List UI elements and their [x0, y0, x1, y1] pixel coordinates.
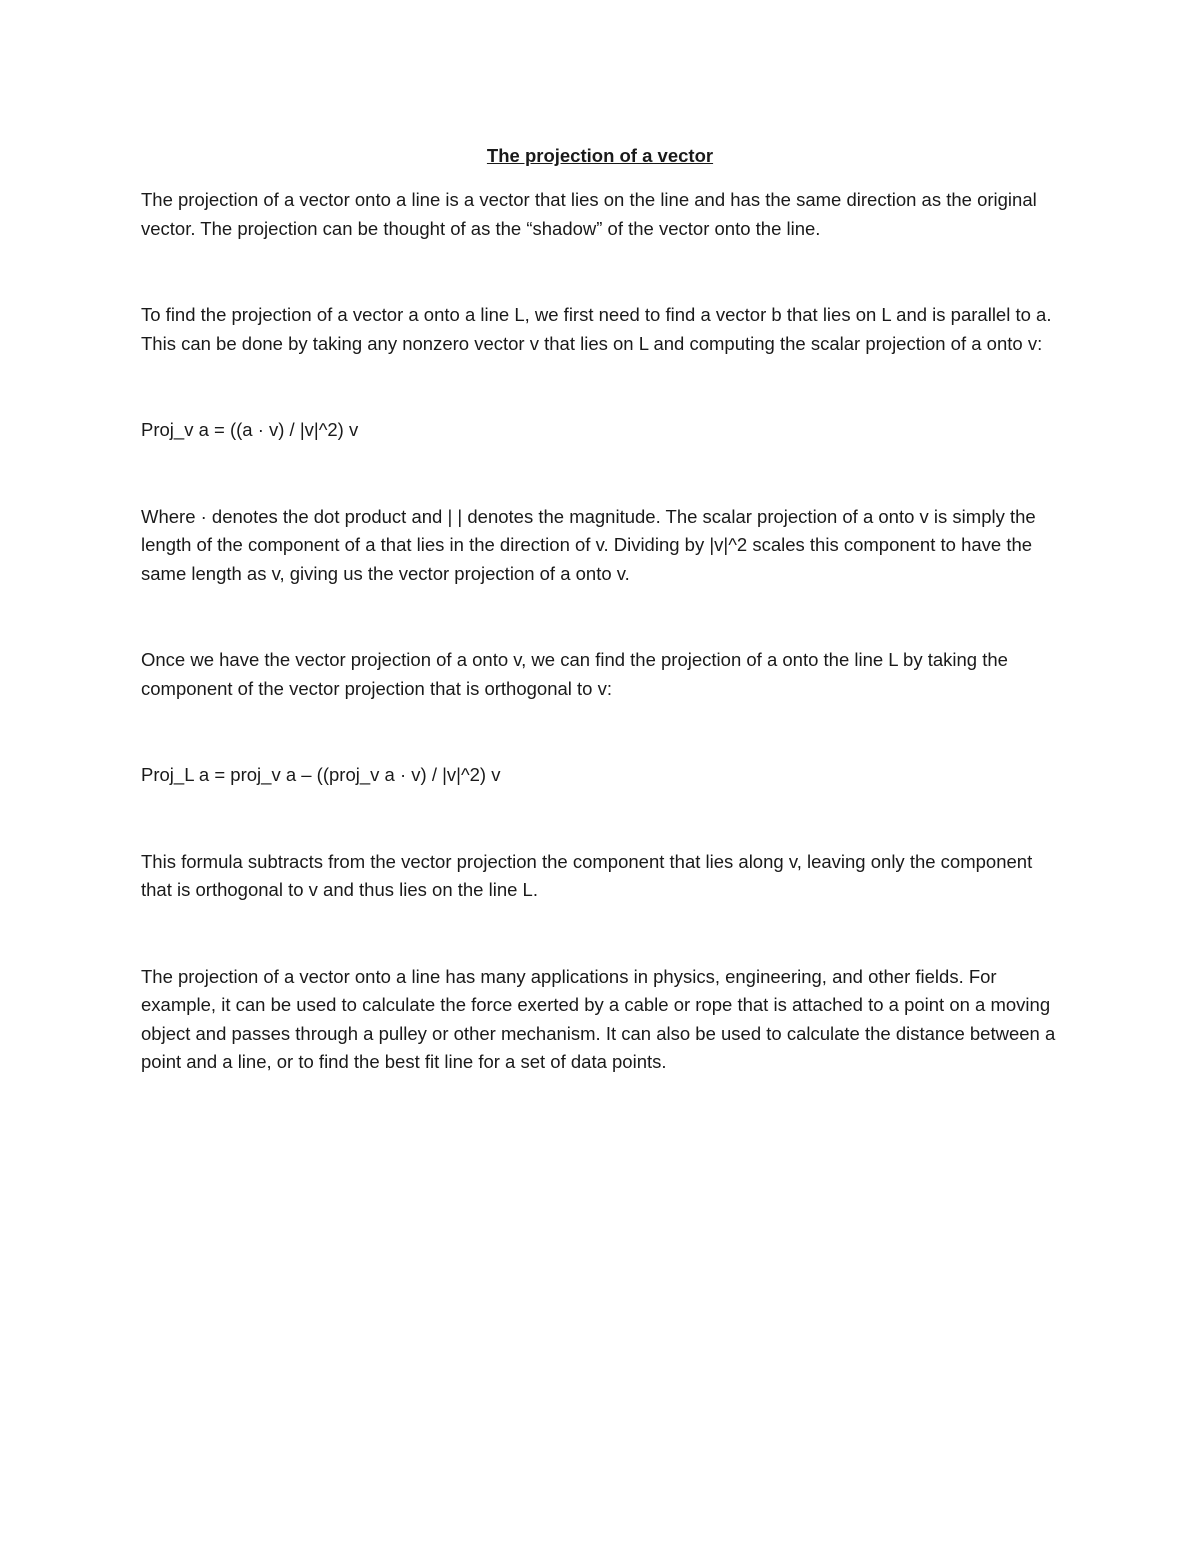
- paragraph-applications: The projection of a vector onto a line has many applications in physics, engineering, and other fields. For example, it can be used to calculate the force exerted by a cable or rope that is attached to a point on a moving object and passes through a pulley or other mechanism. It can also be used to calculate the distance between a point and a line, or to find the best fit line for a set of data points.: [141, 965, 1056, 1072]
- formula-line-projection: Proj_L a = proj_v a – ((proj_v a · v) / |v|^2) v: [141, 764, 501, 785]
- paragraph-explanation: Where · denotes the dot product and | | denotes the magnitude. The scalar projection of a onto v is simply the length of the component of a that lies in the direction of v. Dividing by |v|^2 scales this component to have the same length as v, giving us the vector projection of a onto v.: [141, 505, 1036, 584]
- formula-scalar-projection: Proj_v a = ((a · v) / |v|^2) v: [141, 419, 359, 440]
- paragraph-formula-meaning: This formula subtracts from the vector projection the component that lies along v, leaving only the component that is orthogonal to v and thus lies on the line L.: [141, 850, 1033, 900]
- paragraph-method: To find the projection of a vector a onto a line L, we first need to find a vector b that lies on L and is parallel to a. This can be done by taking any nonzero vector v that lies on L and computing the scalar projection of a onto v:: [141, 304, 1052, 354]
- paragraph-definition: The projection of a vector onto a line is a vector that lies on the line and has the same direction as the original vector. The projection can be thought of as the “shadow” of the vector onto the line.: [141, 189, 1037, 239]
- paragraph-orthogonal: Once we have the vector projection of a onto v, we can find the projection of a onto the line L by taking the component of the vector projection that is orthogonal to v:: [141, 649, 1008, 699]
- document-title: The projection of a vector: [486, 145, 714, 166]
- document-body: [141, 142, 1059, 1077]
